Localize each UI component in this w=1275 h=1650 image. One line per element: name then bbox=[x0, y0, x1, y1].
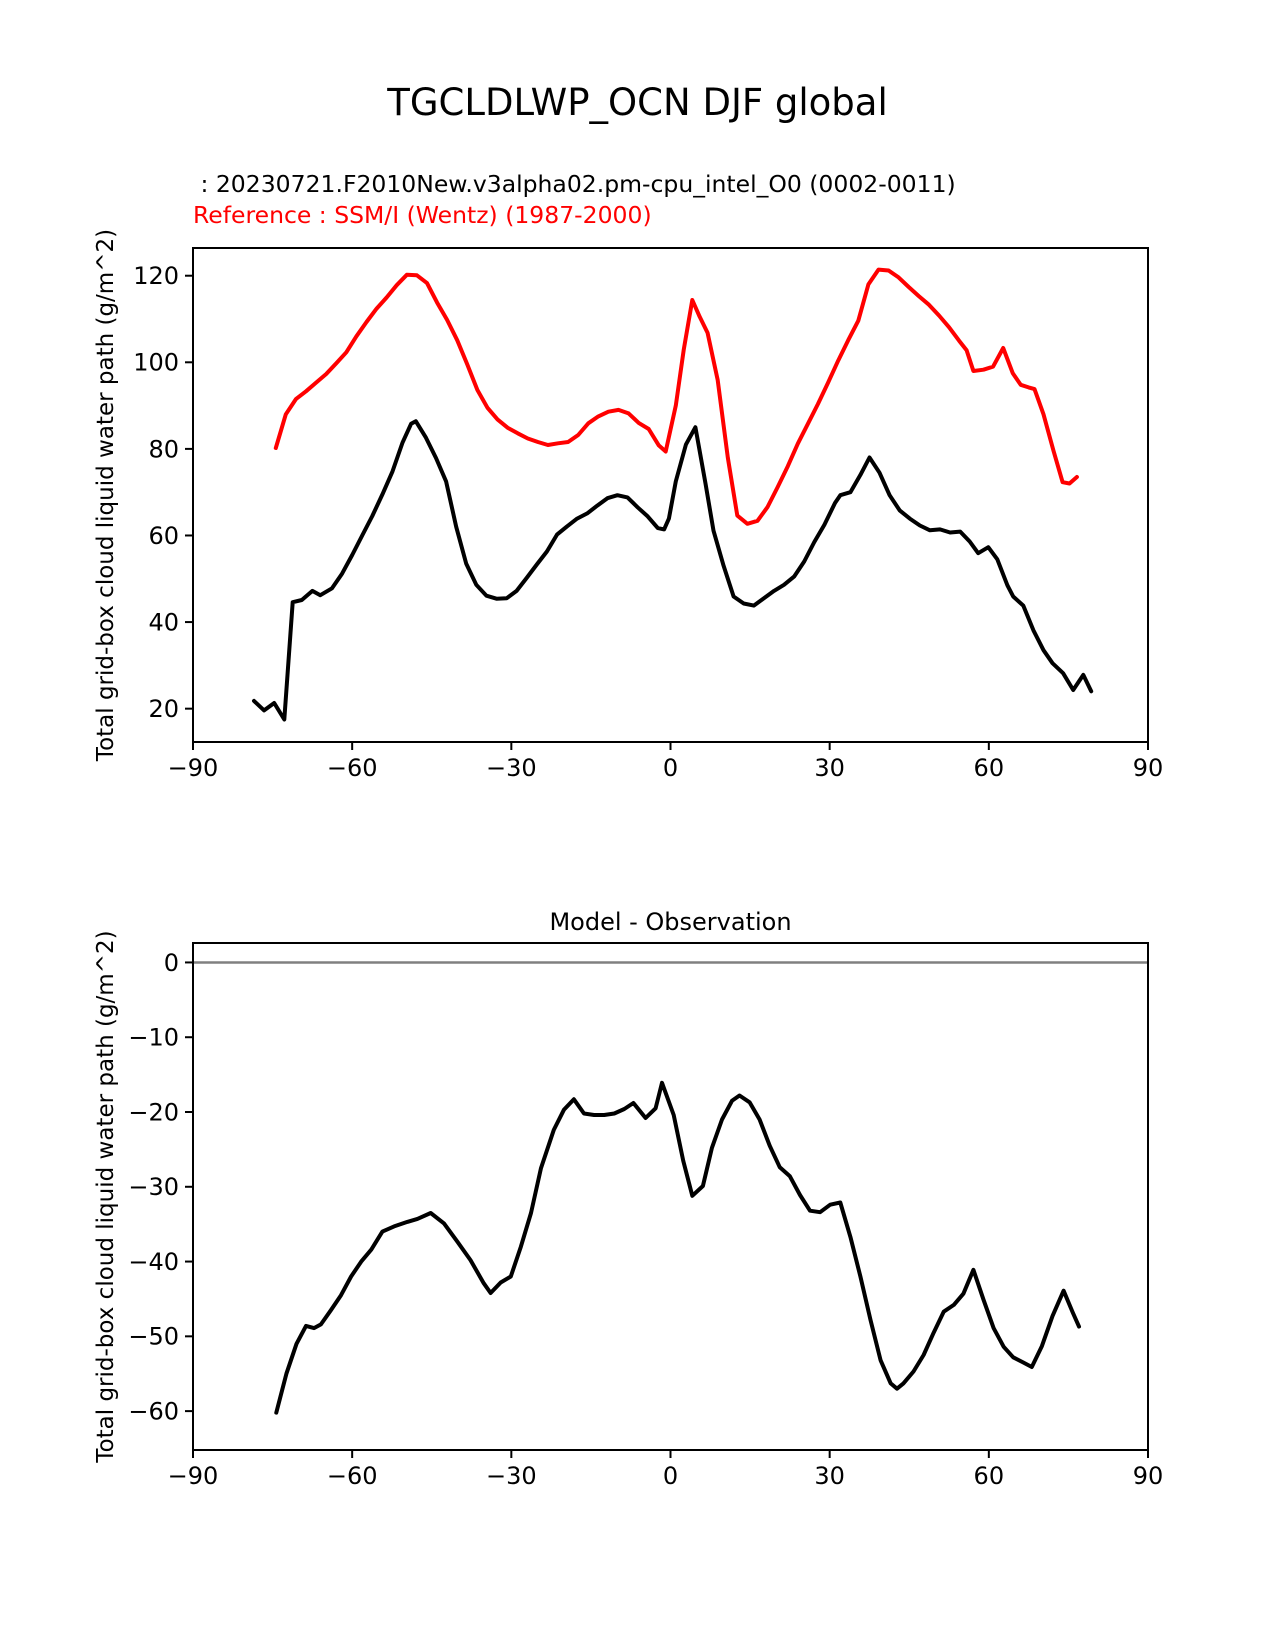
x-tick-label: 30 bbox=[814, 1462, 845, 1490]
bottom-chart-model-minus-observation bbox=[93, 908, 1163, 1490]
x-tick-label: 30 bbox=[814, 754, 845, 782]
y-tick-label: −20 bbox=[128, 1098, 179, 1127]
y-tick-label: −30 bbox=[128, 1173, 179, 1202]
chart-title: Model - Observation bbox=[549, 908, 792, 936]
y-tick-label: 20 bbox=[148, 695, 179, 724]
x-tick-label: −60 bbox=[326, 1462, 378, 1490]
series-model-line bbox=[254, 421, 1091, 719]
subtitle-model-run: : 20230721.F2010New.v3alpha02.pm-cpu_intel_O0 (0002-0011) bbox=[193, 170, 956, 198]
x-tick-label: 90 bbox=[1132, 1462, 1164, 1490]
x-tick-label: −90 bbox=[167, 754, 219, 782]
x-tick-label: −60 bbox=[326, 754, 378, 782]
y-tick-label: 80 bbox=[148, 435, 179, 464]
y-tick-label: 60 bbox=[148, 521, 179, 550]
x-tick-label: −90 bbox=[167, 1462, 219, 1490]
y-tick-label: 0 bbox=[163, 948, 179, 977]
x-tick-label: 0 bbox=[662, 754, 679, 782]
subtitle-reference: Reference : SSM/I (Wentz) (1987-2000) bbox=[193, 201, 652, 229]
y-tick-label: −50 bbox=[128, 1322, 179, 1351]
x-tick-label: −30 bbox=[486, 754, 537, 782]
y-tick-label: 100 bbox=[133, 348, 179, 377]
y-tick-label: 40 bbox=[148, 608, 179, 637]
top-chart-latitude-profile bbox=[93, 229, 1163, 782]
series-model-minus-observation-line bbox=[276, 1083, 1079, 1413]
y-tick-label: −60 bbox=[128, 1397, 179, 1426]
x-tick-label: 0 bbox=[662, 1462, 679, 1490]
x-tick-label: 60 bbox=[973, 1462, 1005, 1490]
axes-spines bbox=[193, 943, 1148, 1450]
figure-title: TGCLDLWP_OCN DJF global bbox=[387, 81, 888, 124]
axes-spines bbox=[193, 248, 1148, 742]
y-tick-label: 120 bbox=[133, 262, 179, 291]
y-tick-label: −40 bbox=[128, 1247, 179, 1276]
x-tick-label: −30 bbox=[486, 1462, 537, 1490]
y-axis-label: Total grid-box cloud liquid water path (g/m^2) bbox=[93, 228, 119, 762]
x-tick-label: 60 bbox=[973, 754, 1005, 782]
y-axis-label: Total grid-box cloud liquid water path (g/m^2) bbox=[93, 930, 119, 1463]
x-tick-label: 90 bbox=[1132, 754, 1164, 782]
y-tick-label: −10 bbox=[128, 1023, 179, 1052]
